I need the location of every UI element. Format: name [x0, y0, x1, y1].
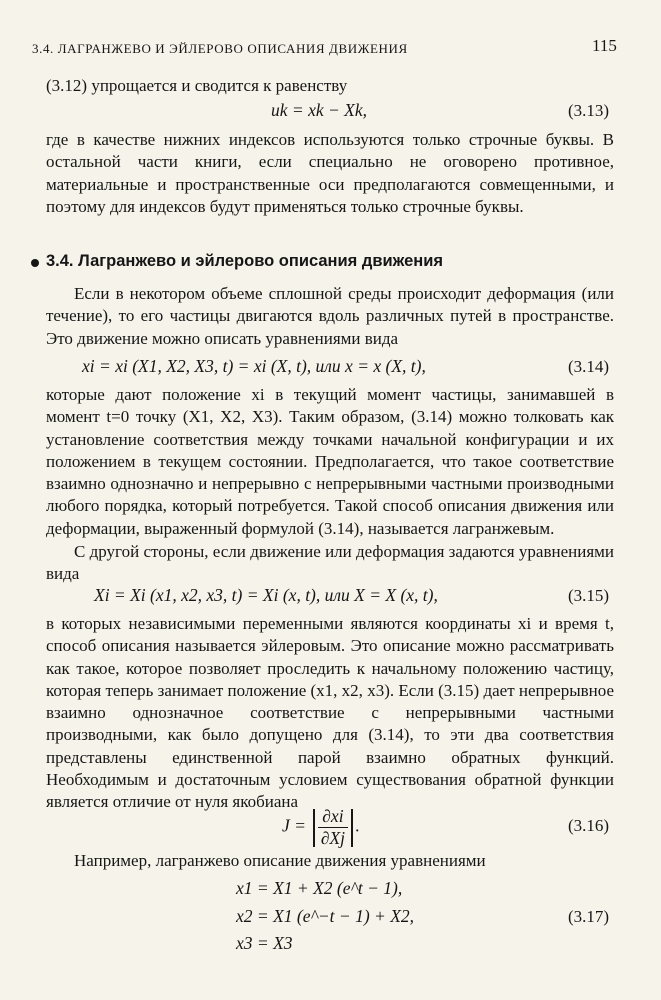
jacobian-denominator: ∂Xj: [320, 828, 346, 848]
equation-3-15-number: (3.15): [568, 586, 610, 605]
equation-3-15: Xi = Xi (x1, x2, x3, t) = Xi (x, t), или X = X (x, t),: [94, 585, 438, 605]
equation-3-17-line-3: x3 = X3: [236, 933, 293, 953]
section-paragraph-5: Например, лагранжево описание движения уравнениями: [74, 851, 486, 870]
section-paragraph-2: которые дают положение xi в текущий момент частицы, занимавшей в момент t=0 точку (X1, X2, X3). Таким образом, (3.14) можно толковать как установление соответствия между точками начальной конфигурации и их положением в текущем состоянии. Предполагается, что такое соответствие взаимно однозначно и непрерывно с непрерывными частными производными любого порядка, который потребуется. Такой способ описания движения или деформации, выраженный формулой (3.14), называется лагранжевым.: [46, 385, 614, 538]
bullet-icon: [31, 259, 39, 267]
determinant-bar-right: [351, 809, 353, 847]
jacobian-fraction: [318, 806, 348, 849]
section-paragraph-3: С другой стороны, если движение или деформация задаются уравнениями вида: [46, 542, 614, 584]
equation-3-16-number: (3.16): [568, 816, 610, 835]
equation-3-16: [282, 806, 360, 849]
equation-3-16-period: .: [355, 815, 360, 836]
intro-line: (3.12) упрощается и сводится к равенству: [46, 76, 348, 95]
equation-3-16-lhs: J =: [282, 815, 306, 836]
equation-3-14: xi = xi (X1, X2, X3, t) = xi (X, t), или x = x (X, t),: [82, 356, 426, 376]
intro-paragraph: где в качестве нижних индексов используются только строчные буквы. В остальной части книги, если специально не оговорено противное, материальные и пространственные оси предполагаются совмещенными, и поэтому для индексов будут применяться только строчные буквы.: [46, 130, 614, 216]
equation-3-17-line-2: x2 = X1 (e^−t − 1) + X2,: [236, 906, 415, 926]
equation-3-17-number: (3.17): [568, 907, 610, 926]
equation-3-13-number: (3.13): [568, 101, 610, 120]
section-paragraph-1: Если в некотором объеме сплошной среды происходит деформация (или течение), то его частицы двигаются вдоль различных путей в пространстве. Это движение можно описать уравнениями вида: [46, 284, 614, 348]
equation-3-17-line-1: x1 = X1 + X2 (e^t − 1),: [236, 878, 403, 898]
section-paragraph-4: в которых независимыми переменными являются координаты xi и время t, способ описания называется эйлеровым. Это описание можно рассматривать как такое, которое позволяет проследить к начальному положению частицу, которая теперь занимает положение (x1, x2, x3). Если (3.15) дает непрерывное взаимно однозначное соответствие с непрерывными частными производными, как было допущено для (3.14), то эти два соответствия представлены единственной парой взаимно обратных функций. Необходимым и достаточным условием существования обратной функции является отличие от нуля якобиана: [46, 614, 614, 812]
jacobian-numerator: ∂xi: [318, 806, 348, 828]
determinant-bar-left: [313, 809, 315, 847]
equation-3-13: uk = xk − Xk,: [271, 100, 368, 120]
equation-3-14-number: (3.14): [568, 357, 610, 376]
section-title: 3.4. Лагранжево и эйлерово описания движения: [46, 252, 443, 270]
running-header: 3.4. ЛАГРАНЖЕВО И ЭЙЛЕРОВО ОПИСАНИЯ ДВИЖЕНИЯ: [32, 41, 408, 56]
page-number: 115: [592, 36, 617, 55]
